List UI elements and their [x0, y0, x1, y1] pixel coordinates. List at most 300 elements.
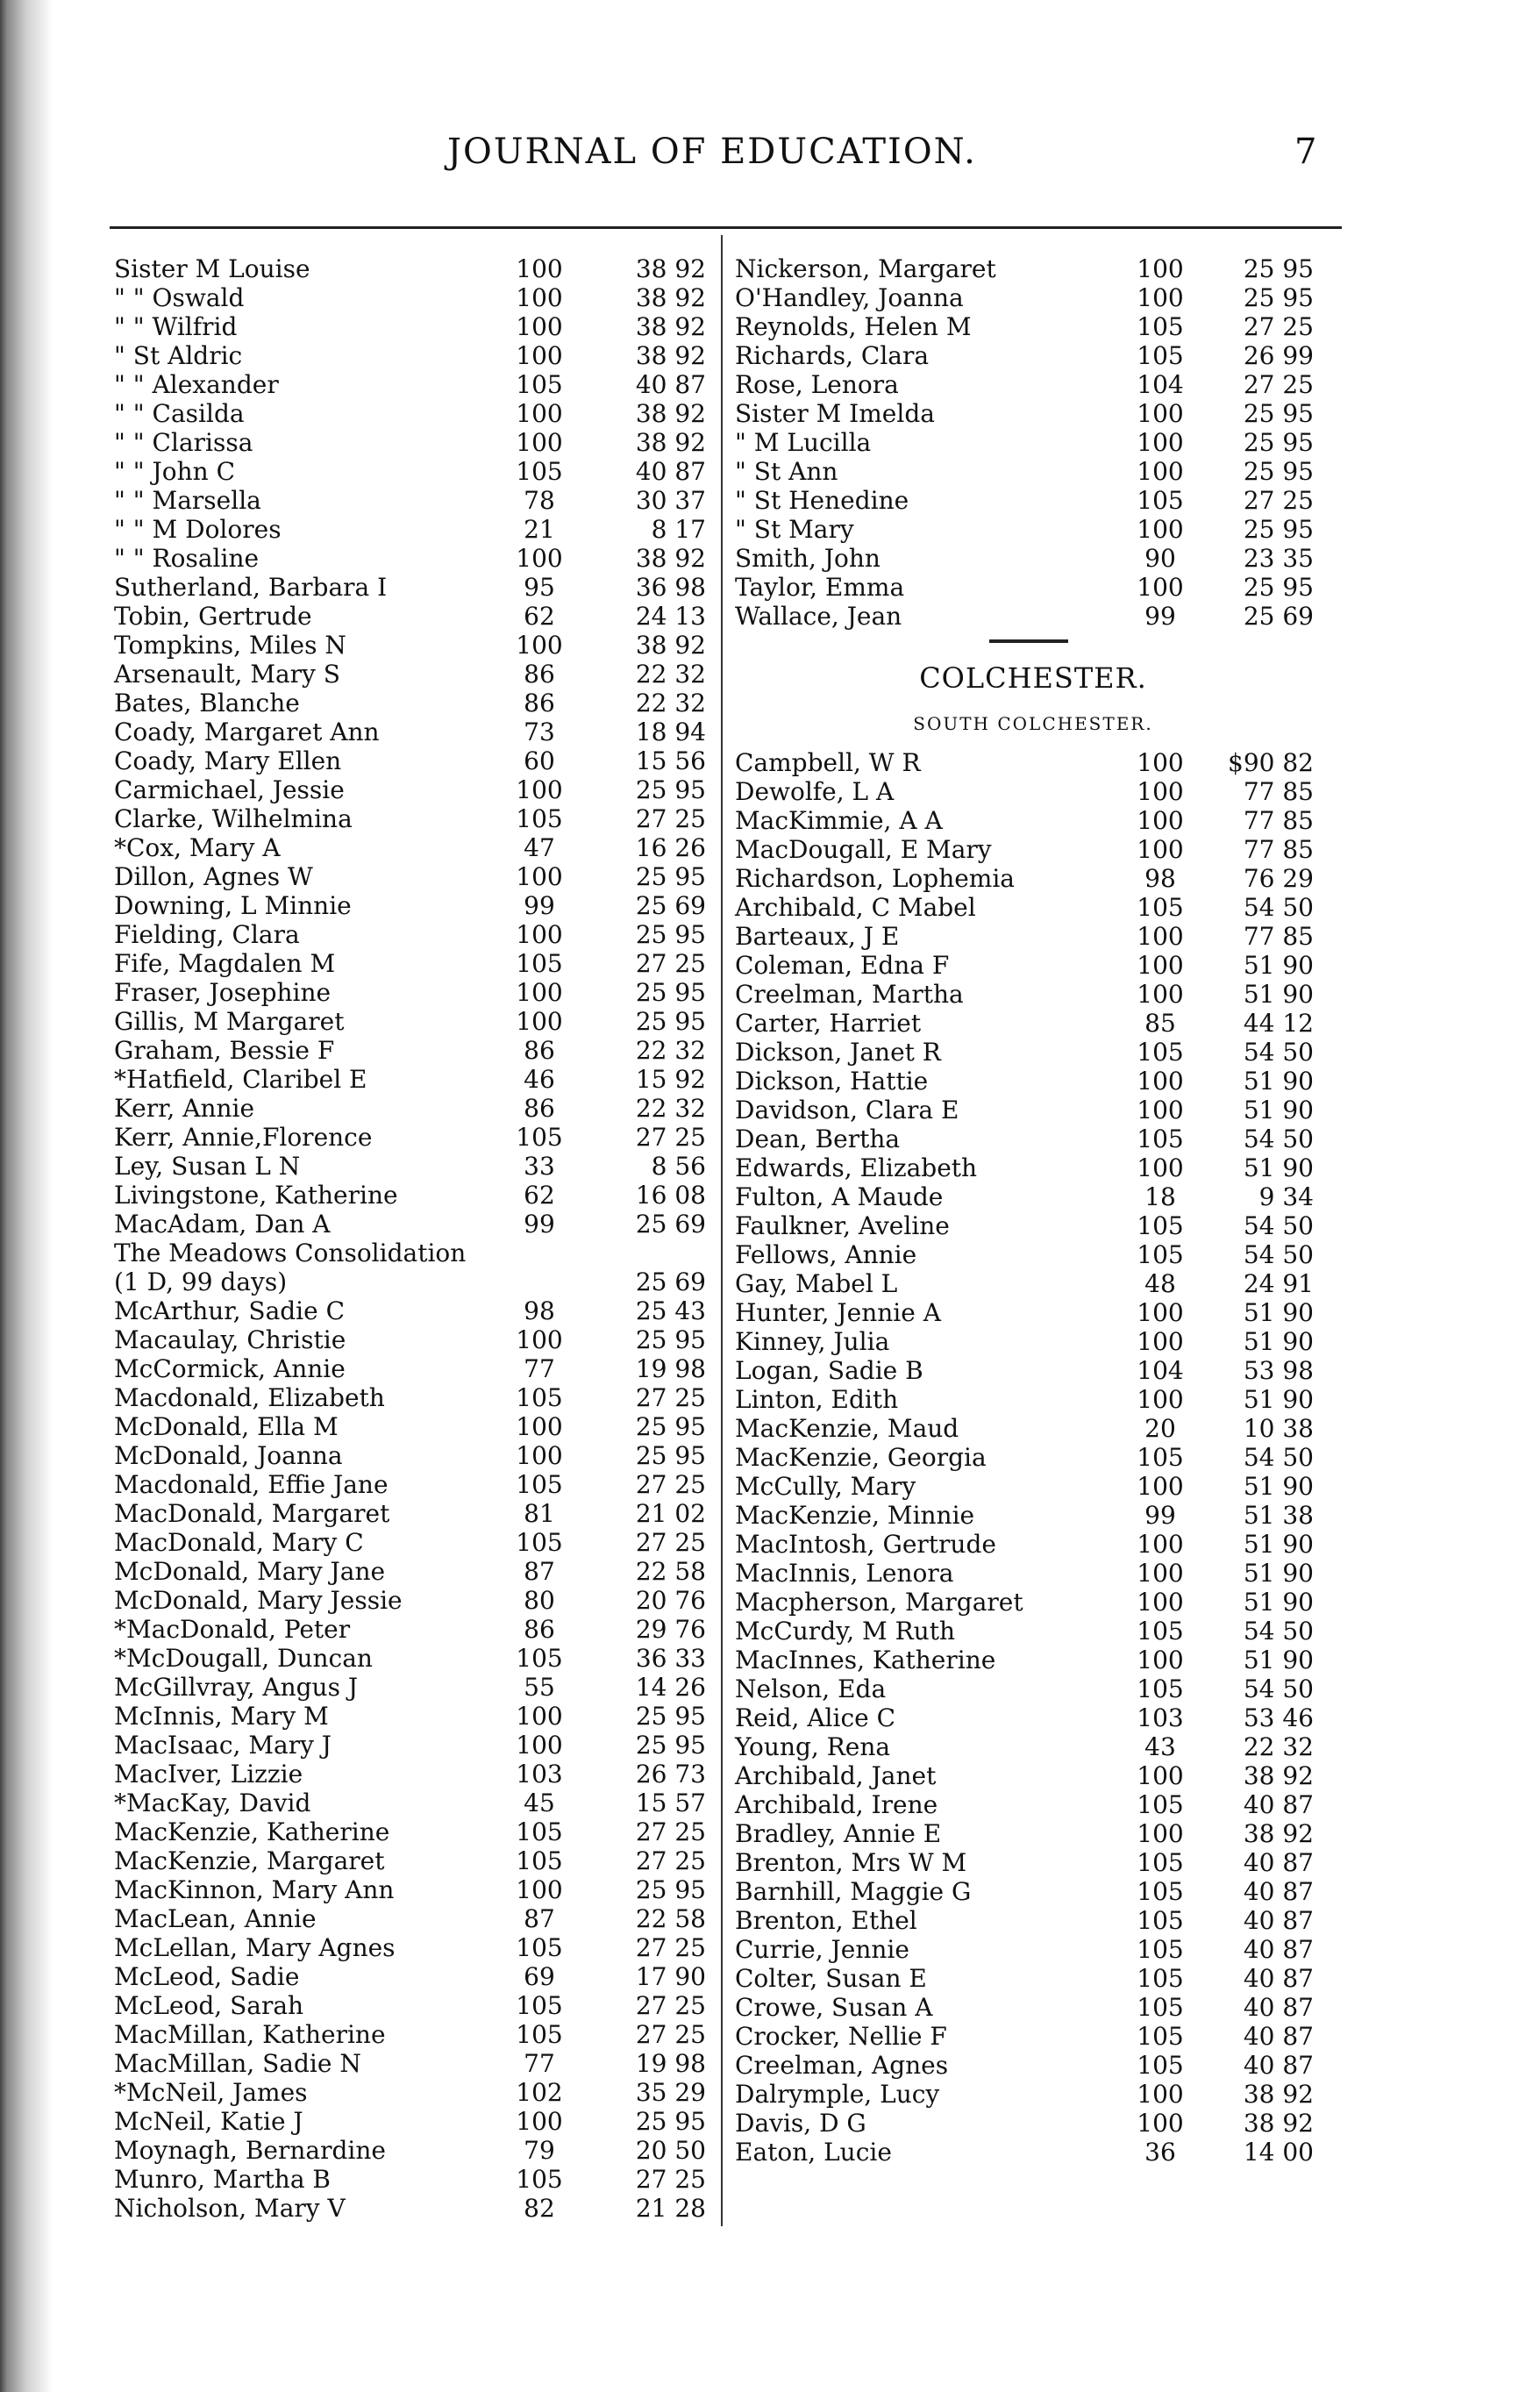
list-item	[735, 457, 1349, 486]
list-item	[114, 718, 710, 746]
header-rule	[110, 226, 1342, 229]
list-item	[735, 602, 1349, 631]
days-taught: 100	[516, 1731, 563, 1760]
teacher-name: Crocker, Nellie F	[735, 2022, 947, 2051]
teacher-name: Barteaux, J E	[735, 922, 900, 951]
grant-amount: 15 56	[635, 746, 706, 775]
list-item	[735, 806, 1349, 835]
list-item	[735, 2051, 1349, 2080]
teacher-name: Macpherson, Margaret	[735, 1588, 1023, 1617]
list-item	[735, 1356, 1349, 1385]
teacher-name: Brenton, Mrs W M	[735, 1848, 967, 1877]
teacher-name: Reynolds, Helen M	[735, 312, 972, 341]
list-item	[735, 1240, 1349, 1269]
days-taught: 104	[1137, 1356, 1184, 1385]
days-taught: 48	[1144, 1269, 1176, 1298]
days-taught: 60	[524, 746, 555, 775]
list-item	[735, 1588, 1349, 1617]
teacher-name: McInnis, Mary M	[114, 1702, 329, 1731]
list-item	[114, 1441, 710, 1470]
days-taught: 105	[516, 1123, 563, 1152]
days-taught: 100	[1137, 806, 1184, 835]
days-taught: 98	[524, 1296, 555, 1325]
grant-amount: 27 25	[635, 1817, 706, 1846]
list-item	[735, 1964, 1349, 1993]
list-item	[735, 864, 1349, 893]
grant-amount: 51 38	[1243, 1501, 1314, 1530]
grant-amount: 40 87	[1243, 1993, 1314, 2022]
list-item	[735, 1559, 1349, 1588]
list-item	[114, 1644, 710, 1673]
days-taught: 100	[1137, 1530, 1184, 1559]
section-divider-rule	[989, 639, 1068, 643]
days-taught: 105	[1137, 1790, 1184, 1819]
days-taught: 105	[516, 1528, 563, 1557]
teacher-name: MacIver, Lizzie	[114, 1760, 303, 1789]
days-taught: 100	[1137, 1761, 1184, 1790]
days-taught: 79	[524, 2136, 555, 2165]
list-item	[735, 1703, 1349, 1732]
grant-amount: 40 87	[1243, 1964, 1314, 1993]
grant-amount: 38 92	[635, 631, 706, 660]
days-taught: 105	[1137, 1038, 1184, 1067]
teacher-name: " " Rosaline	[114, 544, 260, 573]
days-taught: 100	[516, 1325, 563, 1354]
grant-amount: 25 69	[635, 891, 706, 920]
days-taught: 100	[1137, 254, 1184, 283]
days-taught: 105	[1137, 312, 1184, 341]
list-item	[735, 1327, 1349, 1356]
teacher-name: Edwards, Elizabeth	[735, 1153, 978, 1182]
days-taught: 36	[1144, 2138, 1176, 2167]
grant-amount: 16 26	[635, 833, 706, 862]
page-header	[0, 132, 1540, 193]
grant-amount: 27 25	[635, 2165, 706, 2194]
days-taught: 105	[516, 1846, 563, 1875]
days-taught: 100	[516, 2107, 563, 2136]
list-item	[114, 1239, 710, 1267]
days-taught: 86	[524, 1615, 555, 1644]
grant-amount: 54 50	[1243, 1211, 1314, 1240]
days-taught: 33	[524, 1152, 555, 1181]
days-taught: 104	[1137, 370, 1184, 399]
grant-amount: 27 25	[635, 949, 706, 978]
days-taught: 100	[516, 1412, 563, 1441]
right-top-list	[735, 254, 1349, 631]
days-taught: 105	[1137, 1443, 1184, 1472]
days-taught: 90	[1144, 544, 1176, 573]
grant-amount: 40 87	[1243, 2051, 1314, 2080]
list-item	[735, 486, 1349, 515]
days-taught: 85	[1144, 1009, 1176, 1038]
teacher-name: Faulkner, Aveline	[735, 1211, 950, 1240]
teacher-name: McLeod, Sadie	[114, 1962, 300, 1991]
teacher-name: " " Alexander	[114, 370, 279, 399]
teacher-name: Dillon, Agnes W	[114, 862, 313, 891]
grant-amount: 14 26	[635, 1673, 706, 1702]
teacher-name: Gillis, M Margaret	[114, 1007, 345, 1036]
teacher-name: Fraser, Josephine	[114, 978, 332, 1007]
grant-amount: 14 00	[1243, 2138, 1314, 2167]
teacher-name: Downing, L Minnie	[114, 891, 352, 920]
list-item	[735, 980, 1349, 1009]
list-item	[114, 2194, 710, 2223]
grant-amount: 22 58	[635, 1557, 706, 1586]
days-taught: 100	[516, 1702, 563, 1731]
grant-amount: 51 90	[1243, 951, 1314, 980]
list-item	[735, 1125, 1349, 1153]
teacher-name: MacMillan, Sadie N	[114, 2049, 361, 2078]
teacher-name: Creelman, Martha	[735, 980, 964, 1009]
grant-amount: 27 25	[635, 1991, 706, 2020]
list-item	[114, 1933, 710, 1962]
grant-amount: 21 02	[635, 1499, 706, 1528]
teacher-name: Carter, Harriet	[735, 1009, 922, 1038]
teacher-name: Coady, Mary Ellen	[114, 746, 342, 775]
left-column	[114, 254, 710, 2223]
teacher-name: McDonald, Mary Jane	[114, 1557, 386, 1586]
days-taught: 81	[524, 1499, 555, 1528]
grant-amount: 54 50	[1243, 1443, 1314, 1472]
grant-amount: 51 90	[1243, 1153, 1314, 1182]
days-taught: 100	[1137, 1588, 1184, 1617]
days-taught: 105	[1137, 2051, 1184, 2080]
list-item	[114, 949, 710, 978]
teacher-name: " " M Dolores	[114, 515, 282, 544]
right-column	[735, 254, 1349, 2167]
teacher-name: Richardson, Lophemia	[735, 864, 1015, 893]
teacher-name: Bradley, Annie E	[735, 1819, 942, 1848]
grant-amount: 27 25	[635, 1846, 706, 1875]
section-subtitle: SOUTH COLCHESTER.	[913, 713, 1153, 734]
teacher-name: Gay, Mabel L	[735, 1269, 898, 1298]
list-item	[735, 1732, 1349, 1761]
grant-amount: 25 43	[635, 1296, 706, 1325]
days-taught: 100	[1137, 2080, 1184, 2109]
grant-amount: 77 85	[1243, 835, 1314, 864]
days-taught: 105	[1137, 1906, 1184, 1935]
days-taught: 105	[1137, 1240, 1184, 1269]
grant-amount: 38 92	[635, 254, 706, 283]
grant-amount: 77 85	[1243, 922, 1314, 951]
list-item	[114, 544, 710, 573]
days-taught: 62	[524, 602, 555, 631]
teacher-name: Hunter, Jennie A	[735, 1298, 941, 1327]
teacher-name: Arsenault, Mary S	[114, 660, 340, 689]
grant-amount: 38 92	[1243, 1761, 1314, 1790]
list-item	[114, 1210, 710, 1239]
grant-amount: 26 73	[635, 1760, 706, 1789]
grant-amount: 54 50	[1243, 1240, 1314, 1269]
days-taught: 105	[1137, 1211, 1184, 1240]
list-item	[735, 1067, 1349, 1096]
days-taught: 100	[516, 283, 563, 312]
list-item	[735, 428, 1349, 457]
list-item	[114, 1325, 710, 1354]
list-item	[735, 835, 1349, 864]
grant-amount: 51 90	[1243, 1559, 1314, 1588]
teacher-name: McLellan, Mary Agnes	[114, 1933, 396, 1962]
days-taught: 103	[516, 1760, 563, 1789]
teacher-name: Livingstone, Katherine	[114, 1181, 398, 1210]
days-taught: 100	[1137, 835, 1184, 864]
teacher-name: McCully, Mary	[735, 1472, 916, 1501]
days-taught: 100	[516, 978, 563, 1007]
grant-amount: 51 90	[1243, 1067, 1314, 1096]
list-item	[735, 1848, 1349, 1877]
grant-amount: $90 82	[1228, 748, 1314, 777]
list-item	[735, 777, 1349, 806]
days-taught: 105	[516, 1644, 563, 1673]
grant-amount: 25 95	[1243, 457, 1314, 486]
list-item	[114, 1962, 710, 1991]
grant-amount: 9 34	[1258, 1182, 1314, 1211]
list-item	[735, 1096, 1349, 1125]
column-divider	[721, 235, 723, 2226]
teacher-name: Davidson, Clara E	[735, 1096, 959, 1125]
grant-amount: 40 87	[1243, 1848, 1314, 1877]
page-number: 7	[1294, 132, 1317, 172]
days-taught: 100	[516, 341, 563, 370]
days-taught: 105	[516, 2020, 563, 2049]
days-taught: 18	[1144, 1182, 1176, 1211]
grant-amount: 25 69	[635, 1267, 706, 1296]
teacher-name: Crowe, Susan A	[735, 1993, 933, 2022]
days-taught: 105	[1137, 1674, 1184, 1703]
list-item	[114, 2049, 710, 2078]
grant-amount: 51 90	[1243, 1298, 1314, 1327]
days-taught: 100	[1137, 951, 1184, 980]
grant-amount: 24 13	[635, 602, 706, 631]
list-item	[735, 283, 1349, 312]
list-item	[114, 978, 710, 1007]
list-item	[735, 2080, 1349, 2109]
list-item	[735, 1646, 1349, 1674]
grant-amount: 27 25	[635, 1933, 706, 1962]
list-item	[114, 1499, 710, 1528]
teacher-name: MacKinnon, Mary Ann	[114, 1875, 395, 1904]
grant-amount: 21 28	[635, 2194, 706, 2223]
grant-amount: 25 95	[1243, 399, 1314, 428]
days-taught: 100	[1137, 457, 1184, 486]
list-item	[114, 1412, 710, 1441]
teacher-name: Young, Rena	[735, 1732, 891, 1761]
days-taught: 100	[1137, 922, 1184, 951]
grant-amount: 25 95	[1243, 573, 1314, 602]
teacher-name: MacDonald, Mary C	[114, 1528, 364, 1557]
teacher-name: Dickson, Hattie	[735, 1067, 929, 1096]
grant-amount: 22 32	[635, 1094, 706, 1123]
list-item	[735, 893, 1349, 922]
grant-amount: 27 25	[1243, 486, 1314, 515]
list-item	[114, 1528, 710, 1557]
grant-amount: 22 32	[635, 1036, 706, 1065]
days-taught: 86	[524, 1036, 555, 1065]
list-item	[114, 2165, 710, 2194]
grant-amount: 54 50	[1243, 1125, 1314, 1153]
teacher-name: Fielding, Clara	[114, 920, 300, 949]
grant-amount: 27 25	[635, 804, 706, 833]
teacher-name: " " Oswald	[114, 283, 245, 312]
grant-amount: 27 25	[1243, 312, 1314, 341]
days-taught: 100	[1137, 515, 1184, 544]
days-taught: 21	[524, 515, 555, 544]
teacher-name: Macdonald, Elizabeth	[114, 1383, 385, 1412]
grant-amount: 20 76	[635, 1586, 706, 1615]
grant-amount: 51 90	[1243, 1327, 1314, 1356]
teacher-name: MacKenzie, Minnie	[735, 1501, 975, 1530]
teacher-name: Nickerson, Margaret	[735, 254, 996, 283]
teacher-name: " " Wilfrid	[114, 312, 238, 341]
grant-amount: 38 92	[635, 341, 706, 370]
days-taught: 55	[524, 1673, 555, 1702]
teacher-name: McLeod, Sarah	[114, 1991, 304, 2020]
teacher-name: *MacDonald, Peter	[114, 1615, 351, 1644]
teacher-name: Fife, Magdalen M	[114, 949, 336, 978]
teacher-name: The Meadows Consolidation	[114, 1239, 467, 1267]
list-item	[114, 631, 710, 660]
grant-amount: 27 25	[635, 2020, 706, 2049]
list-item	[114, 341, 710, 370]
days-taught: 105	[516, 1383, 563, 1412]
grant-amount: 17 90	[635, 1962, 706, 1991]
teacher-name: McDonald, Ella M	[114, 1412, 339, 1441]
grant-amount: 54 50	[1243, 1674, 1314, 1703]
grant-amount: 36 33	[635, 1644, 706, 1673]
grant-amount: 36 98	[635, 573, 706, 602]
list-item	[114, 2107, 710, 2136]
grant-amount: 19 98	[635, 2049, 706, 2078]
grant-amount: 54 50	[1243, 893, 1314, 922]
days-taught: 100	[1137, 1472, 1184, 1501]
list-item	[735, 1530, 1349, 1559]
list-item	[114, 833, 710, 862]
grant-amount: 51 90	[1243, 980, 1314, 1009]
days-taught: 100	[1137, 1327, 1184, 1356]
days-taught: 46	[524, 1065, 555, 1094]
grant-amount: 25 95	[635, 862, 706, 891]
days-taught: 100	[516, 631, 563, 660]
list-item	[114, 428, 710, 457]
list-item	[114, 486, 710, 515]
teacher-name: Macdonald, Effie Jane	[114, 1470, 389, 1499]
teacher-name: Munro, Martha B	[114, 2165, 331, 2194]
grant-amount: 54 50	[1243, 1617, 1314, 1646]
teacher-name: Kinney, Julia	[735, 1327, 890, 1356]
teacher-name: MacIntosh, Gertrude	[735, 1530, 996, 1559]
teacher-name: Smith, John	[735, 544, 881, 573]
days-taught: 100	[1137, 573, 1184, 602]
teacher-name: McDonald, Mary Jessie	[114, 1586, 403, 1615]
days-taught: 43	[1144, 1732, 1176, 1761]
section-title: COLCHESTER.	[919, 661, 1147, 695]
list-item	[114, 775, 710, 804]
days-taught: 73	[524, 718, 555, 746]
list-item	[114, 602, 710, 631]
list-item	[114, 920, 710, 949]
teacher-name: MacInnes, Katherine	[735, 1646, 996, 1674]
teacher-name: Sister M Louise	[114, 254, 310, 283]
list-item	[114, 1789, 710, 1817]
teacher-name: Archibald, Janet	[735, 1761, 937, 1790]
teacher-name: Dickson, Janet R	[735, 1038, 941, 1067]
days-taught: 105	[1137, 486, 1184, 515]
grant-amount: 38 92	[635, 312, 706, 341]
grant-amount: 8 17	[651, 515, 706, 544]
grant-amount: 38 92	[1243, 1819, 1314, 1848]
list-item	[114, 1181, 710, 1210]
days-taught: 100	[516, 312, 563, 341]
list-item	[114, 1731, 710, 1760]
teacher-name: " " Marsella	[114, 486, 261, 515]
teacher-name: " St Mary	[735, 515, 854, 544]
teacher-name: Eaton, Lucie	[735, 2138, 892, 2167]
days-taught: 77	[524, 1354, 555, 1383]
days-taught: 105	[516, 1470, 563, 1499]
list-item	[114, 862, 710, 891]
list-item	[735, 1009, 1349, 1038]
list-item	[114, 1991, 710, 2020]
list-item	[114, 1123, 710, 1152]
grant-amount: 30 37	[635, 486, 706, 515]
days-taught: 105	[1137, 1617, 1184, 1646]
teacher-name: MacKenzie, Maud	[735, 1414, 959, 1443]
days-taught: 47	[524, 833, 555, 862]
grant-amount: 25 95	[635, 1875, 706, 1904]
grant-amount: 77 85	[1243, 806, 1314, 835]
teacher-name: Logan, Sadie B	[735, 1356, 923, 1385]
teacher-name: (1 D, 99 days)	[114, 1267, 288, 1296]
list-item	[114, 370, 710, 399]
days-taught: 105	[516, 1933, 563, 1962]
list-item	[735, 1182, 1349, 1211]
teacher-name: Macaulay, Christie	[114, 1325, 346, 1354]
grant-amount: 22 32	[635, 689, 706, 718]
teacher-name: Currie, Jennie	[735, 1935, 909, 1964]
list-item	[735, 399, 1349, 428]
grant-amount: 8 56	[651, 1152, 706, 1181]
list-item	[114, 2136, 710, 2165]
days-taught: 100	[1137, 1096, 1184, 1125]
teacher-name: Coleman, Edna F	[735, 951, 950, 980]
days-taught: 80	[524, 1586, 555, 1615]
list-item	[114, 515, 710, 544]
list-item	[114, 1817, 710, 1846]
days-taught: 105	[516, 1991, 563, 2020]
teacher-name: McGillvray, Angus J	[114, 1673, 359, 1702]
list-item	[735, 1153, 1349, 1182]
list-item	[735, 1790, 1349, 1819]
days-taught: 86	[524, 689, 555, 718]
teacher-name: Reid, Alice C	[735, 1703, 896, 1732]
list-item	[114, 1615, 710, 1644]
list-item	[114, 254, 710, 283]
list-item	[735, 1298, 1349, 1327]
teacher-name: Davis, D G	[735, 2109, 866, 2138]
list-item	[114, 1673, 710, 1702]
list-item	[735, 2138, 1349, 2167]
grant-amount: 40 87	[635, 457, 706, 486]
teacher-name: MacKimmie, A A	[735, 806, 943, 835]
days-taught: 20	[1144, 1414, 1176, 1443]
teacher-name: Dean, Bertha	[735, 1125, 901, 1153]
list-item	[114, 1846, 710, 1875]
grant-amount: 51 90	[1243, 1588, 1314, 1617]
days-taught: 100	[1137, 748, 1184, 777]
scan-edge-shadow	[0, 0, 53, 2392]
grant-amount: 44 12	[1243, 1009, 1314, 1038]
grant-amount: 27 25	[635, 1528, 706, 1557]
